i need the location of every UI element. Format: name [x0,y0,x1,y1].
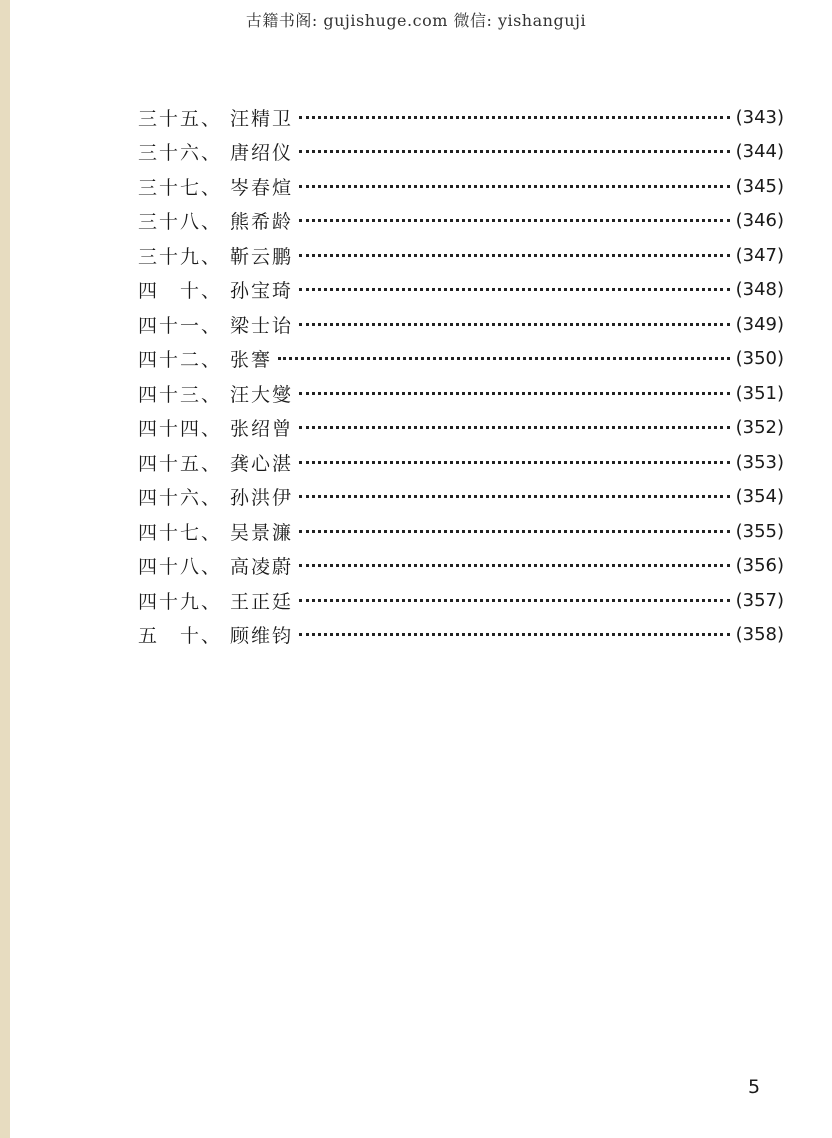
entry-page: (354) [735,486,784,508]
dot-leader [299,150,730,153]
dot-leader [299,530,730,533]
entry-name: 张绍曾 [230,418,294,441]
entry-number: 四十一、 [138,314,223,337]
entry-number: 四十八、 [138,556,223,579]
table-of-contents [138,100,784,652]
toc-entry [138,100,784,135]
entry-number: 四十九、 [138,590,223,613]
dot-leader [299,461,730,464]
entry-page: (345) [735,175,784,197]
page-edge [0,0,10,1138]
entry-page: (348) [735,279,784,301]
toc-entry [138,169,784,204]
dot-leader [278,357,730,360]
entry-number: 三十六、 [138,142,223,165]
entry-page: (358) [735,624,784,646]
entry-page: (347) [735,244,784,266]
dot-leader [299,185,730,188]
watermark-header: 古籍书阁: gujishuge.com 微信: yishanguji [245,11,587,30]
entry-name: 高凌蔚 [230,556,294,579]
toc-entry [138,480,784,515]
dot-leader [299,254,730,257]
entry-page: (346) [735,210,784,232]
entry-name: 汪大燮 [230,383,294,406]
entry-name: 吴景濂 [230,521,294,544]
entry-page: (355) [735,520,784,542]
entry-page: (351) [735,382,784,404]
toc-entry [138,135,784,170]
dot-leader [299,633,730,636]
entry-number: 四十六、 [138,487,223,510]
dot-leader [299,599,730,602]
entry-number: 四 十、 [138,280,223,303]
entry-name: 岑春煊 [230,176,294,199]
entry-name: 靳云鹏 [230,245,294,268]
entry-page: (344) [735,141,784,163]
entry-name: 唐绍仪 [230,142,294,165]
toc-entry [138,307,784,342]
toc-entry [138,204,784,239]
entry-name: 梁士诒 [230,314,294,337]
entry-number: 四十七、 [138,521,223,544]
toc-entry [138,411,784,446]
entry-name: 熊希龄 [230,211,294,234]
entry-page: (349) [735,313,784,335]
toc-entry [138,376,784,411]
entry-number: 四十二、 [138,349,223,372]
entry-name: 龚心湛 [230,452,294,475]
entry-page: (343) [735,106,784,128]
entry-name: 孙洪伊 [230,487,294,510]
entry-number: 四十三、 [138,383,223,406]
toc-entry [138,549,784,584]
entry-name: 王正廷 [230,590,294,613]
dot-leader [299,219,730,222]
toc-entry [138,445,784,480]
toc-entry [138,342,784,377]
toc-entry [138,238,784,273]
entry-name: 顾维钧 [230,625,294,648]
page-number: 5 [748,1076,761,1098]
dot-leader [299,116,730,119]
entry-number: 三十七、 [138,176,223,199]
entry-name: 张謇 [230,349,273,372]
dot-leader [299,392,730,395]
entry-page: (353) [735,451,784,473]
entry-page: (356) [735,555,784,577]
entry-number: 三十九、 [138,245,223,268]
toc-entry [138,583,784,618]
entry-page: (352) [735,417,784,439]
entry-page: (350) [735,348,784,370]
entry-number: 三十八、 [138,211,223,234]
dot-leader [299,323,730,326]
toc-entry [138,618,784,653]
entry-number: 四十五、 [138,452,223,475]
entry-number: 三十五、 [138,107,223,130]
entry-name: 孙宝琦 [230,280,294,303]
toc-entry [138,514,784,549]
entry-number: 四十四、 [138,418,223,441]
entry-number: 五 十、 [138,625,223,648]
dot-leader [299,495,730,498]
dot-leader [299,426,730,429]
entry-page: (357) [735,589,784,611]
toc-entry [138,273,784,308]
dot-leader [299,564,730,567]
entry-name: 汪精卫 [230,107,294,130]
dot-leader [299,288,730,291]
